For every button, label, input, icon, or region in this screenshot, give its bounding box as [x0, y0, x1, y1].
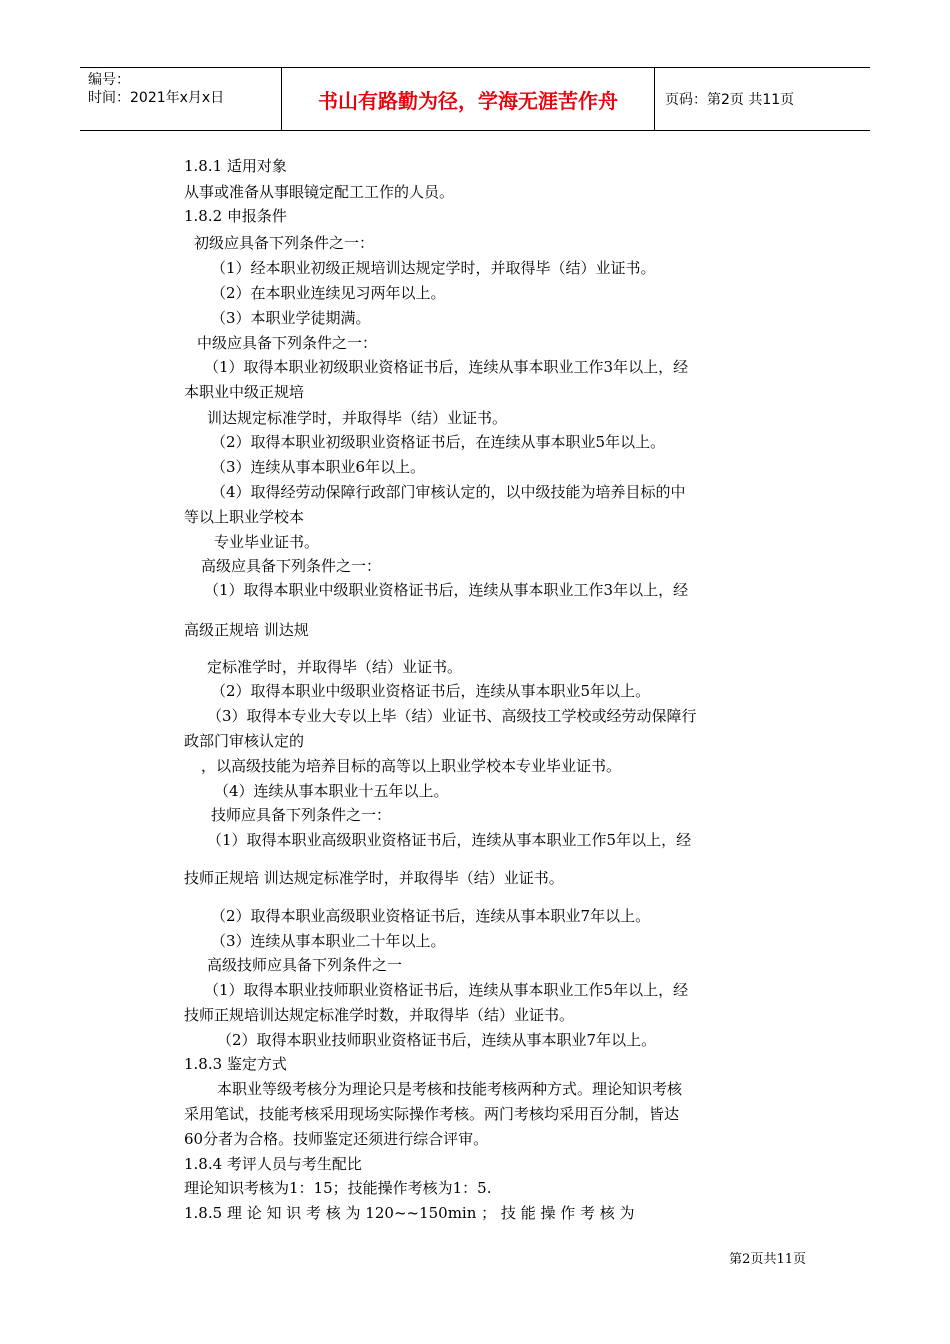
body-line: （1）经本职业初级正规培训达规定学时，并取得毕（结）业证书。 [211, 259, 656, 277]
body-line: 从事或准备从事眼镜定配工工作的人员。 [184, 183, 455, 201]
body-line: 等以上职业学校本 [184, 508, 305, 526]
body-line: 高级正规培 训达规 [184, 621, 309, 639]
section-heading-1-8-2: 1.8.2 申报条件 [184, 207, 287, 225]
body-line: 高级应具备下列条件之一： [201, 557, 382, 575]
section-heading-1-8-1: 1.8.1 适用对象 [184, 157, 287, 175]
body-line: 技师正规培训达规定标准学时数，并取得毕（结）业证书。 [184, 1006, 575, 1024]
page-header [80, 67, 870, 131]
body-line: 高级技师应具备下列条件之一 [207, 956, 403, 974]
body-line: 初级应具备下列条件之一： [194, 234, 375, 252]
header-page-info: 页码：第2页 共11页 [665, 92, 795, 108]
body-line: （2）在本职业连续见习两年以上。 [211, 284, 446, 302]
section-heading-1-8-5: 1.8.5 理 论 知 识 考 核 为 120~~150min ； 技 能 操 作 考 核 为 [184, 1204, 635, 1222]
body-line: （1）取得本职业高级职业资格证书后，连续从事本职业工作5年以上，经 [207, 831, 692, 849]
body-line: （1）取得本职业技师职业资格证书后，连续从事本职业工作5年以上，经 [204, 981, 689, 999]
body-line: （3）本职业学徒期满。 [211, 309, 371, 327]
body-line: 60分者为合格。技师鉴定还须进行综合评审。 [184, 1130, 489, 1148]
body-line: （4）取得经劳动保障行政部门审核认定的，以中级技能为培养目标的中 [211, 483, 686, 501]
body-line: 定标准学时，并取得毕（结）业证书。 [207, 658, 463, 676]
body-line: 采用笔试，技能考核采用现场实际操作考核。两门考核均采用百分制，皆达 [184, 1105, 680, 1123]
body-line: （1）取得本职业初级职业资格证书后，连续从事本职业工作3年以上，经 [204, 358, 689, 376]
body-line: （1）取得本职业中级职业资格证书后，连续从事本职业工作3年以上，经 [204, 581, 689, 599]
body-line: （2）取得本职业高级职业资格证书后，连续从事本职业7年以上。 [211, 907, 651, 925]
body-line: （4）连续从事本职业十五年以上。 [214, 782, 449, 800]
body-line: 专业毕业证书。 [214, 533, 320, 551]
header-meta [80, 68, 282, 130]
body-line: （3）取得本专业大专以上毕（结）业证书、高级技工学校或经劳动保障行 [207, 707, 697, 725]
document-number-label: 编号： [88, 72, 130, 88]
body-line: （2）取得本职业技师职业资格证书后，连续从事本职业7年以上。 [217, 1031, 657, 1049]
body-line: 本职业中级正规培 [184, 383, 305, 401]
body-line: ，以高级技能为培养目标的高等以上职业学校本专业毕业证书。 [201, 757, 622, 775]
body-line: 本职业等级考核分为理论只是考核和技能考核两种方式。理论知识考核 [217, 1080, 683, 1098]
body-line: （3）连续从事本职业二十年以上。 [211, 932, 446, 950]
body-line: 技师正规培 训达规定标准学时，并取得毕（结）业证书。 [184, 869, 564, 887]
body-line: 技师应具备下列条件之一： [211, 806, 392, 824]
body-line: （2）取得本职业中级职业资格证书后，连续从事本职业5年以上。 [211, 682, 651, 700]
header-motto: 书山有路勤为径，学海无涯苦作舟 [282, 68, 655, 130]
body-line: 训达规定标准学时，并取得毕（结）业证书。 [207, 409, 508, 427]
body-line: （2）取得本职业初级职业资格证书后，在连续从事本职业5年以上。 [211, 433, 666, 451]
body-line: （3）连续从事本职业6年以上。 [211, 458, 426, 476]
page-footer: 第2页共11页 [729, 1252, 806, 1267]
section-heading-1-8-3: 1.8.3 鉴定方式 [184, 1055, 287, 1073]
body-line: 中级应具备下列条件之一： [197, 334, 378, 352]
document-time: 时间：2021年x月x日 [88, 90, 225, 106]
section-heading-1-8-4: 1.8.4 考评人员与考生配比 [184, 1155, 362, 1173]
body-line: 理论知识考核为1：15；技能操作考核为1：5. [184, 1179, 492, 1197]
body-line: 政部门审核认定的 [184, 732, 305, 750]
